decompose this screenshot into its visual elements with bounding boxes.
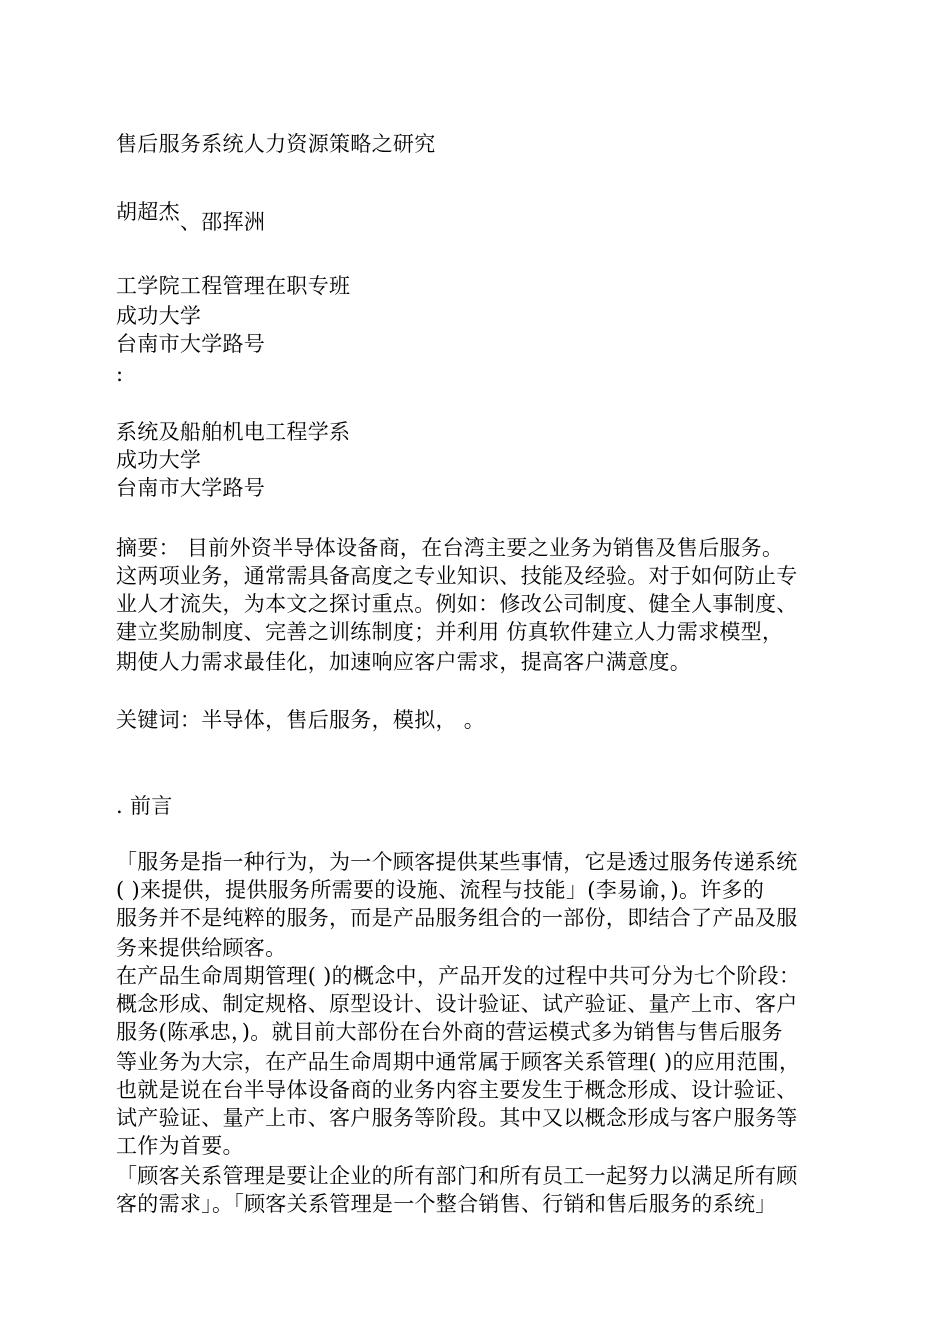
abstract-line: 期使人力需求最佳化，加速响应客户需求，提高客户满意度。 xyxy=(116,650,692,674)
affiliation-line: 工学院工程管理在职专班 xyxy=(116,274,351,298)
affiliation-line: 台南市大学路号 xyxy=(116,332,266,356)
body-line: 试产验证、量产上市、客户服务等阶段。其中又以概念形成与客户服务等 xyxy=(116,1106,798,1130)
body-line: 服务(陈承忠，)。就目前大部份在台外商的营运模式多为销售与售后服务 xyxy=(116,1020,783,1044)
affiliation-line: 台南市大学路号 xyxy=(116,476,266,500)
body-line: 客的需求」。「顾客关系管理是一个整合销售、行销和售后服务的系统」 xyxy=(116,1192,777,1216)
author-name: 胡超杰 xyxy=(116,200,180,224)
abstract-line: 这两项业务，通常需具备高度之专业知识、技能及经验。对于如何防止专 xyxy=(116,564,798,588)
paper-title: 售后服务系统人力资源策略之研究 xyxy=(116,132,436,156)
body-line: ( )来提供，提供服务所需要的设施、流程与技能」(李易谕，)。许多的 xyxy=(116,878,765,902)
affiliation-line: 系统及船舶机电工程学系 xyxy=(116,420,351,444)
body-line: 「服务是指一种行为，为一个顾客提供某些事情，它是透过服务传递系统 xyxy=(116,850,798,874)
affiliation-line: 成功大学 xyxy=(116,448,202,472)
keywords: 关键词：半导体，售后服务，模拟， 。 xyxy=(116,708,486,732)
body-line: 等业务为大宗，在产品生命周期中通常属于顾客关系管理( )的应用范围， xyxy=(116,1050,801,1074)
body-line: 工作为首要。 xyxy=(116,1134,244,1158)
body-line: 在产品生命周期管理( )的概念中，产品开发的过程中共可分为七个阶段： xyxy=(116,964,801,988)
affiliation-line: : xyxy=(116,362,124,386)
affiliation-line: 成功大学 xyxy=(116,304,202,328)
body-line: 概念形成、制定规格、原型设计、设计验证、试产验证、量产上市、客户 xyxy=(116,992,798,1016)
abstract-line: 摘要： 目前外资半导体设备商，在台湾主要之业务为销售及售后服务。 xyxy=(116,536,784,560)
section-heading: . 前言 xyxy=(116,794,173,818)
body-line: 务来提供给顾客。 xyxy=(116,936,287,960)
abstract-line: 建立奖励制度、完善之训练制度；并利用 仿真软件建立人力需求模型， xyxy=(116,620,784,644)
body-line: 「顾客关系管理是要让企业的所有部门和所有员工一起努力以满足所有顾 xyxy=(116,1164,798,1188)
body-line: 也就是说在台半导体设备商的业务内容主要发生于概念形成、设计验证、 xyxy=(116,1078,798,1102)
author-name: 、邵挥洲 xyxy=(180,210,266,234)
abstract-line: 业人才流失，为本文之探讨重点。例如：修改公司制度、健全人事制度、 xyxy=(116,592,798,616)
body-line: 服务并不是纯粹的服务，而是产品服务组合的一部份，即结合了产品及服 xyxy=(116,906,798,930)
